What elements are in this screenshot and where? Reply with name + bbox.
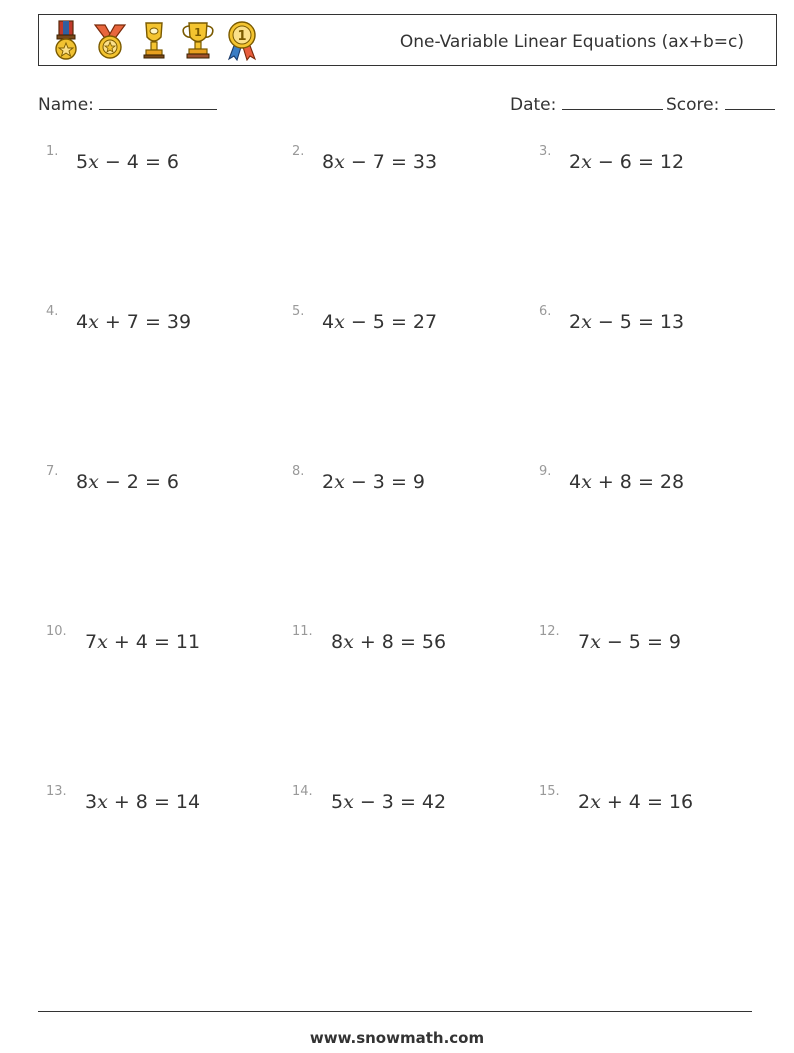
coefficient: 8 xyxy=(331,631,344,653)
equation-rest: − 3 = 9 xyxy=(344,471,425,493)
problem-equation xyxy=(331,631,446,653)
problem-equation xyxy=(322,151,437,173)
problem-number: 8. xyxy=(292,464,305,479)
problem-number: 5. xyxy=(292,304,305,319)
equation-rest: + 8 = 56 xyxy=(353,631,447,653)
coefficient: 2 xyxy=(322,471,335,493)
coefficient: 4 xyxy=(322,311,335,333)
coefficient: 2 xyxy=(569,151,582,173)
problem-number: 1. xyxy=(46,144,59,159)
coefficient: 8 xyxy=(322,151,335,173)
name-blank-line xyxy=(99,93,217,110)
problem-number: 7. xyxy=(46,464,59,479)
variable: x xyxy=(334,471,345,493)
date-label: Date: xyxy=(510,95,557,115)
problem-number: 14. xyxy=(292,784,313,799)
variable: x xyxy=(88,151,99,173)
coefficient: 8 xyxy=(76,471,89,493)
svg-text:1: 1 xyxy=(237,29,247,44)
rosette-number-one-icon xyxy=(223,19,261,61)
problem-number: 4. xyxy=(46,304,59,319)
variable: x xyxy=(334,311,345,333)
equation-rest: − 5 = 13 xyxy=(591,311,685,333)
problem-equation xyxy=(569,311,684,333)
variable: x xyxy=(590,791,601,813)
problem-equation xyxy=(76,471,179,493)
coefficient: 7 xyxy=(85,631,98,653)
coefficient: 7 xyxy=(578,631,591,653)
equation-rest: + 4 = 11 xyxy=(107,631,201,653)
equation-rest: − 5 = 27 xyxy=(344,311,438,333)
header-box xyxy=(38,14,777,66)
variable: x xyxy=(88,471,99,493)
svg-text:1: 1 xyxy=(194,26,202,39)
coefficient: 5 xyxy=(331,791,344,813)
problem-equation xyxy=(85,791,200,813)
icon-row xyxy=(47,19,261,61)
problem-equation xyxy=(76,311,191,333)
problem-number: 12. xyxy=(539,624,560,639)
problem-equation xyxy=(76,151,179,173)
trophy-number-one-icon xyxy=(179,19,217,61)
equation-rest: − 5 = 9 xyxy=(600,631,681,653)
variable: x xyxy=(581,471,592,493)
problem-equation xyxy=(85,631,200,653)
problem-number: 6. xyxy=(539,304,552,319)
variable: x xyxy=(590,631,601,653)
footer-divider xyxy=(38,1011,752,1012)
problem-equation xyxy=(322,471,425,493)
problem-equation xyxy=(322,311,437,333)
problem-number: 2. xyxy=(292,144,305,159)
medal-star-icon xyxy=(47,19,85,61)
variable: x xyxy=(97,631,108,653)
problem-equation xyxy=(569,151,684,173)
coefficient: 2 xyxy=(569,311,582,333)
equation-rest: − 6 = 12 xyxy=(591,151,685,173)
equation-rest: + 4 = 16 xyxy=(600,791,694,813)
problem-number: 13. xyxy=(46,784,67,799)
coefficient: 3 xyxy=(85,791,98,813)
coefficient: 2 xyxy=(578,791,591,813)
variable: x xyxy=(581,311,592,333)
equation-rest: − 4 = 6 xyxy=(98,151,179,173)
problem-equation xyxy=(331,791,446,813)
coefficient: 4 xyxy=(76,311,89,333)
equation-rest: − 7 = 33 xyxy=(344,151,438,173)
name-label: Name: xyxy=(38,95,94,115)
date-blank-line xyxy=(562,93,663,110)
variable: x xyxy=(88,311,99,333)
variable: x xyxy=(97,791,108,813)
score-field xyxy=(666,93,775,115)
problem-equation xyxy=(569,471,684,493)
equation-rest: − 3 = 42 xyxy=(353,791,447,813)
variable: x xyxy=(334,151,345,173)
medal-ribbon-icon xyxy=(91,19,129,61)
problem-number: 9. xyxy=(539,464,552,479)
problem-number: 15. xyxy=(539,784,560,799)
variable: x xyxy=(343,791,354,813)
equation-rest: + 8 = 14 xyxy=(107,791,201,813)
score-blank-line xyxy=(725,93,775,110)
date-field xyxy=(510,93,663,115)
problem-number: 11. xyxy=(292,624,313,639)
variable: x xyxy=(581,151,592,173)
score-label: Score: xyxy=(666,95,720,115)
equation-rest: + 7 = 39 xyxy=(98,311,192,333)
variable: x xyxy=(343,631,354,653)
coefficient: 4 xyxy=(569,471,582,493)
equation-rest: + 8 = 28 xyxy=(591,471,685,493)
problem-equation xyxy=(578,631,681,653)
problem-number: 3. xyxy=(539,144,552,159)
name-field xyxy=(38,93,217,115)
problem-equation xyxy=(578,791,693,813)
equation-rest: − 2 = 6 xyxy=(98,471,179,493)
coefficient: 5 xyxy=(76,151,89,173)
worksheet-title: One-Variable Linear Equations (ax+b=c) xyxy=(399,32,744,52)
problem-number: 10. xyxy=(46,624,67,639)
footer-website: www.snowmath.com xyxy=(309,1029,485,1047)
trophy-cup-icon xyxy=(135,19,173,61)
